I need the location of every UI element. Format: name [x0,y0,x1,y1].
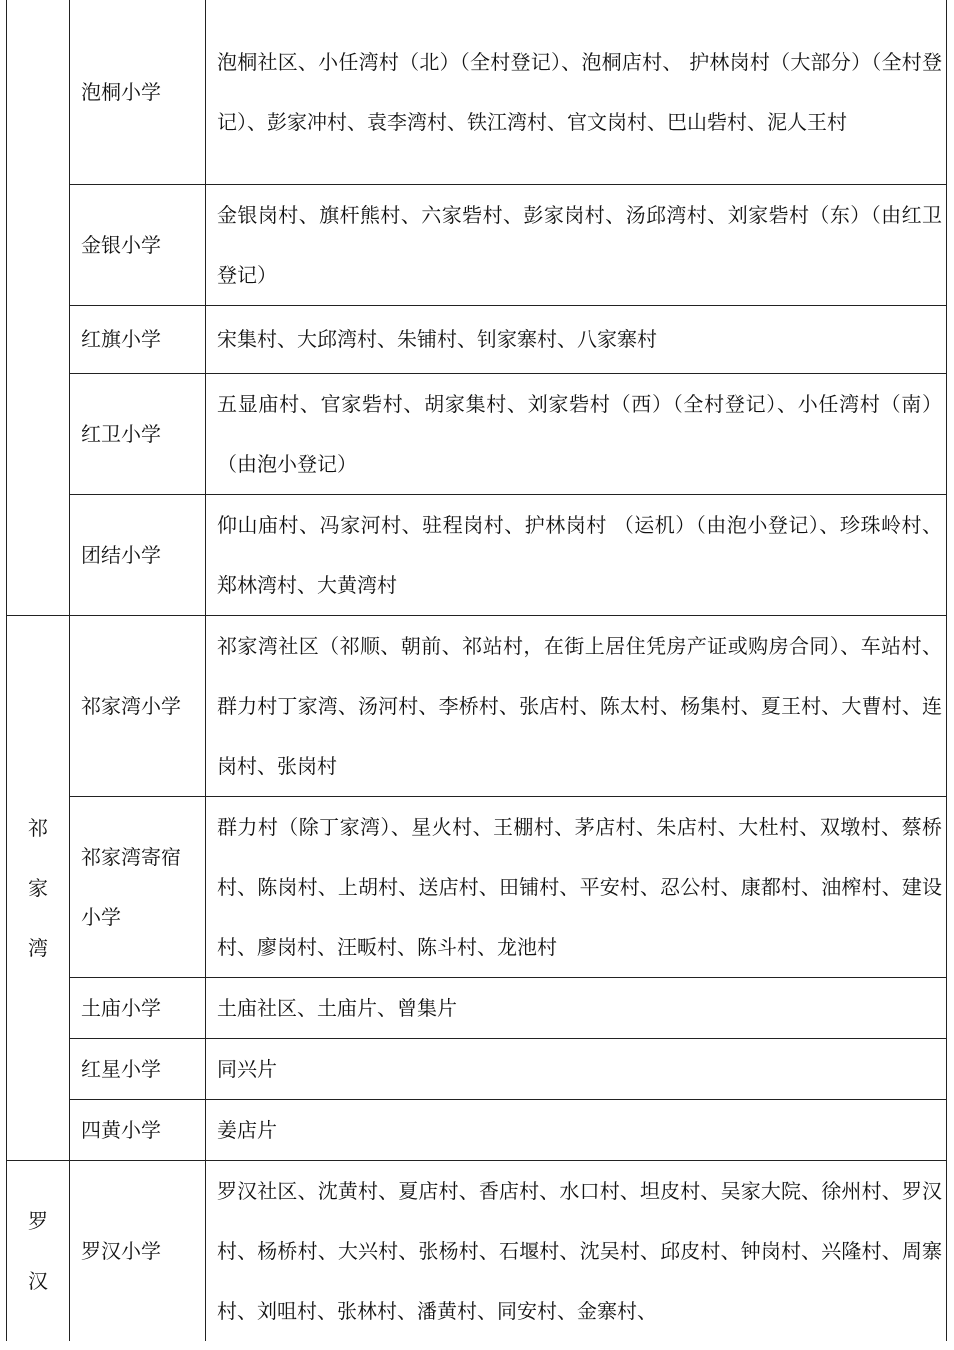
table-row [7,0,947,184]
school-name: 罗汉小学 [81,1238,161,1263]
table-row [7,1160,947,1341]
town-cell [7,615,70,1160]
villages-cell: 仰山庙村、冯家河村、驻程岗村、护林岗村 （运机）（由泡小登记）、珍珠岭村、郑林湾村、大黄湾村 [206,494,947,615]
school-cell [70,305,206,373]
table-row [7,977,947,1038]
table-row [7,1038,947,1099]
villages-cell: 五显庙村、官家砦村、胡家集村、刘家砦村（西）（全村登记）、小任湾村（南）（由泡小登记） [206,373,947,494]
school-name: 泡桐小学 [81,79,161,104]
school-cell [70,796,206,977]
table-row [7,1099,947,1160]
school-cell [70,373,206,494]
villages-cell: 宋集村、大邱湾村、朱铺村、钊家寨村、八家寨村 [206,305,947,373]
villages-cell: 祁家湾社区（祁顺、朝前、祁站村，在街上居住凭房产证或购房合同）、车站村、群力村丁家湾、汤河村、李桥村、张店村、陈太村、杨集村、夏王村、大曹村、连岗村、张岗村 [206,615,947,796]
villages-cell: 土庙社区、土庙片、曾集片 [206,977,947,1038]
school-name: 红卫小学 [81,421,161,446]
villages-cell: 姜店片 [206,1099,947,1160]
school-cell [70,1160,206,1341]
town-cell [7,0,70,615]
town-name: 祁家湾 [28,815,48,960]
school-name: 土庙小学 [81,995,161,1020]
villages-cell: 金银岗村、旗杆熊村、六家砦村、彭家岗村、汤邱湾村、刘家砦村（东）（由红卫登记） [206,184,947,305]
table-row [7,305,947,373]
villages-cell: 罗汉社区、沈黄村、夏店村、香店村、水口村、坦皮村、吴家大院、徐州村、罗汉村、杨桥村、大兴村、张杨村、石堰村、沈吴村、邱皮村、钟岗村、兴隆村、周寨村、刘咀村、张林村、潘黄村、同安村、金寨村、 [206,1160,947,1341]
school-name: 金银小学 [81,232,161,257]
school-name: 红旗小学 [81,327,161,351]
school-name: 团结小学 [81,542,161,567]
school-cell [70,0,206,184]
school-cell [70,494,206,615]
school-cell [70,977,206,1038]
school-name: 祁家湾寄宿小学 [81,844,181,929]
table-row [7,373,947,494]
villages-cell: 群力村（除丁家湾）、星火村、王棚村、茅店村、朱店村、大杜村、双墩村、蔡桥村、陈岗村、上胡村、送店村、田铺村、平安村、忍公村、康都村、油榨村、建设村、廖岗村、汪畈村、陈斗村、龙池村 [206,796,947,977]
school-name: 祁家湾小学 [81,693,181,718]
registration-table-wrapper [6,0,947,1341]
table-row [7,796,947,977]
town-name: 罗汉 [28,1208,48,1293]
school-cell [70,184,206,305]
table-row [7,494,947,615]
table-row [7,615,947,796]
school-name: 四黄小学 [81,1117,161,1142]
school-cell [70,1038,206,1099]
town-cell [7,1160,70,1341]
villages-cell: 泡桐社区、小任湾村（北）（全村登记）、泡桐店村、 护林岗村（大部分）（全村登记）、彭家冲村、袁李湾村、铁江湾村、官文岗村、巴山砦村、泥人王村 [206,0,947,184]
school-district-table [6,0,947,1341]
table-row [7,184,947,305]
school-cell [70,1099,206,1160]
school-name: 红星小学 [81,1056,161,1081]
villages-cell: 同兴片 [206,1038,947,1099]
school-cell [70,615,206,796]
